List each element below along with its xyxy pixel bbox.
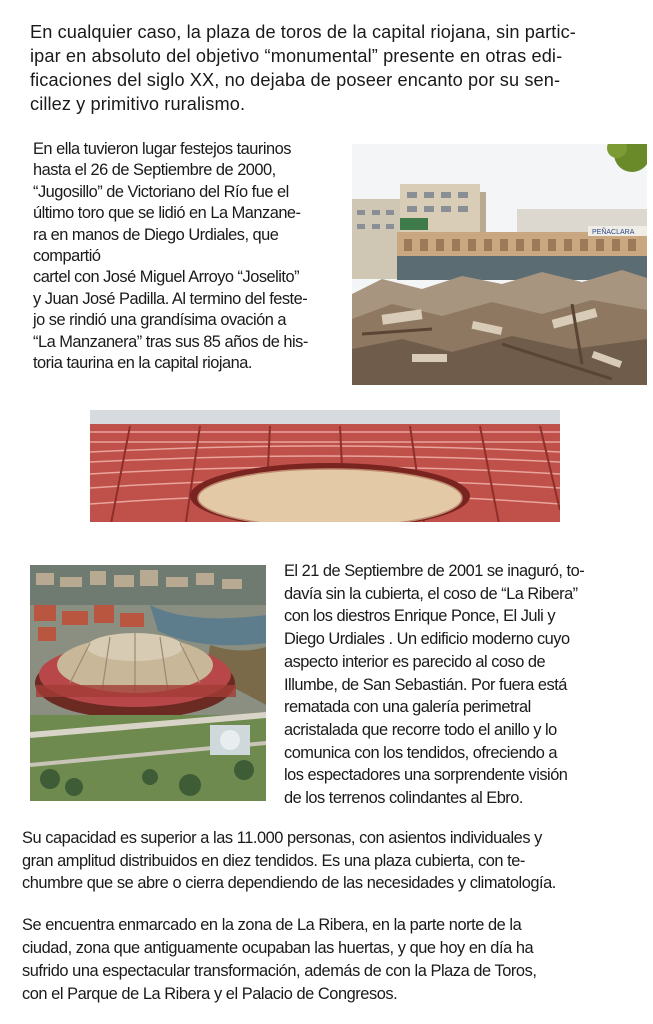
demolition-photo <box>352 144 647 385</box>
manzanera-paragraph: En ella tuvieron lugar festejos taurinos hasta el 26 de Septiembre de 2000, “Jugosillo” de Victoriano del Río fue el último toro que se lidió en La Manzane- ra en manos de Diego Urdiales, que compartió cartel con José Miguel Arroyo “Joselito” y Juan José Padilla. Al termino del feste- jo se rindió una grandísima ovación a “La Manzanera” tras sus 85 años de his- toria taurina en la capital riojana. <box>33 140 308 373</box>
intro-paragraph: En cualquier caso, la plaza de toros de la capital riojana, sin partic- ipar en absoluto del objetivo “monumental” presente en otras edi- ficaciones del siglo XX, no dejaba de poseer encanto por su sen- cillez y primitivo ruralismo. <box>30 22 576 114</box>
capacity-paragraph: Su capacidad es superior a las 11.000 personas, con asientos individuales y gran amplitud distribuidos en diez tendidos. Es una plaza cubierta, con te- chumbre que se abre o cierra dependiendo de las necesidades y climatología. <box>22 829 556 893</box>
la-ribera-paragraph: El 21 de Septiembre de 2001 se inaguró, to- davía sin la cubierta, el coso de “La Ribera” con los diestros Enrique Ponce, El Juli y Diego Urdiales . Un edificio moderno cuyo aspecto interior es parecido al coso de Illumbe, de San Sebastián. Por fuera está rematada con una galería perimetral acristalada que recorre todo el anillo y lo comunica con los tendidos, ofreciendo a los espectadores una sorprendente visión de los terrenos colindantes al Ebro. <box>284 562 585 808</box>
location-paragraph: Se encuentra enmarcado en la zona de La Ribera, en la parte norte de la ciudad, zona que antiguamente ocupaban las huertas, y que hoy en día ha sufrido una espectacular transformación, además de con la Plaza de Toros, con el Parque de La Ribera y el Palacio de Congresos. <box>22 916 537 1003</box>
penaclara-sign: PEÑACLARA <box>592 229 635 236</box>
aerial-bullring-photo <box>30 565 266 801</box>
arena-interior-photo <box>90 410 560 529</box>
